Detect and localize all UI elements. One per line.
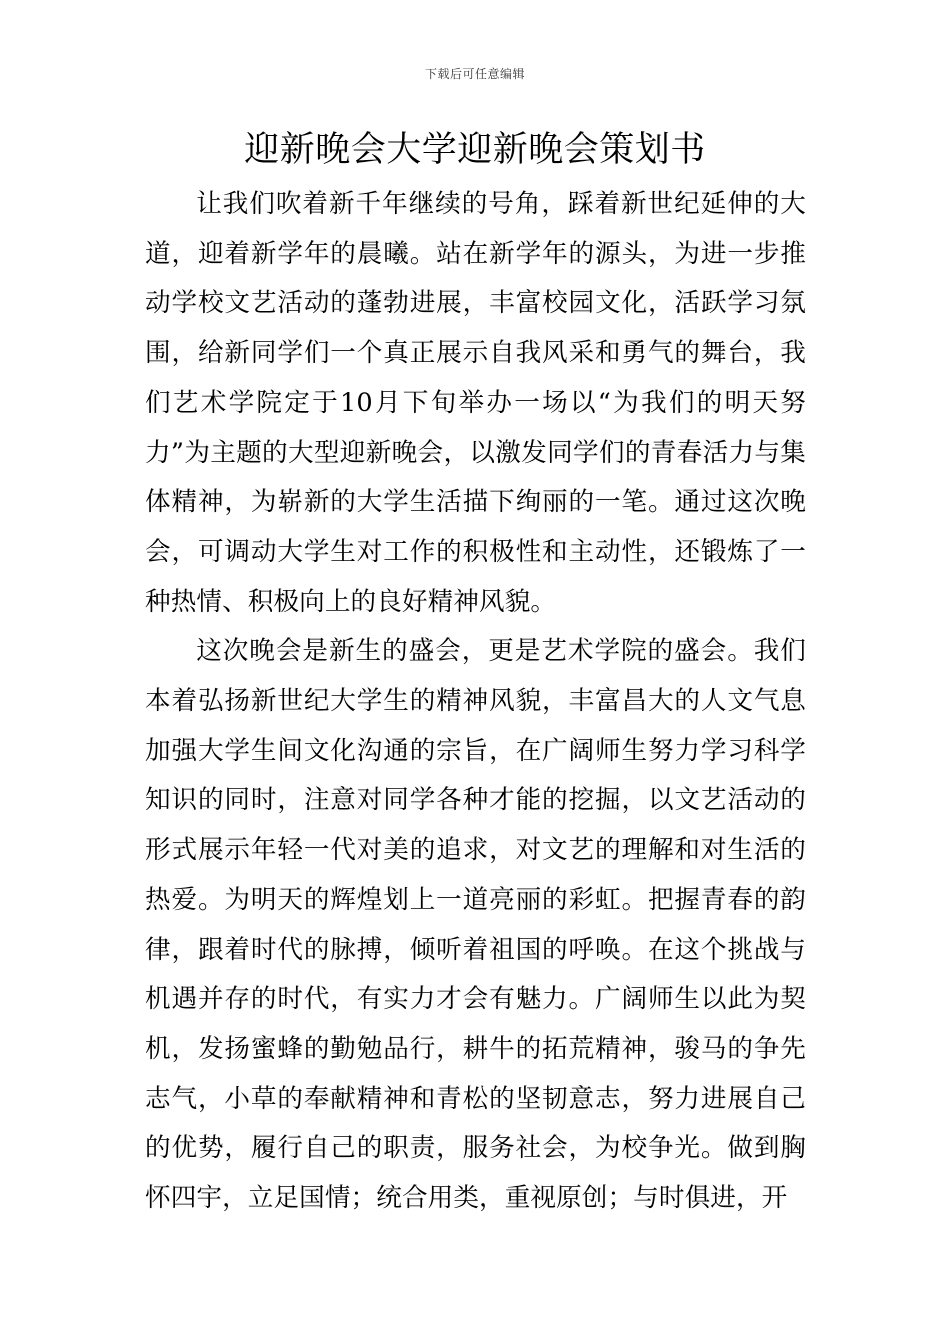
- paragraph-2: 这次晚会是新生的盛会，更是艺术学院的盛会。我们本着弘扬新世纪大学生的精神风貌，丰富昌大的人文气息加强大学生间文化沟通的宗旨，在广阔师生努力学习科学知识的同时，注意对同学各种才能的挖掘，以文艺活动的形式展示年轻一代对美的追求，对文艺的理解和对生活的热爱。为明天的辉煌划上一道亮丽的彩虹。把握青春的韵律，跟着时代的脉搏，倾听着祖国的呼唤。在这个挑战与机遇并存的时代，有实力才会有魅力。广阔师生以此为契机，发扬蜜蜂的勤勉品行，耕牛的拓荒精神，骏马的争先志气，小草的奉献精神和青松的坚韧意志，努力进展自己的优势，履行自己的职责，服务社会，为校争光。做到胸怀四宇，立足国情；统合用类，重视原创；与时俱进，开: [145, 636, 806, 1214]
- paragraph-1: 让我们吹着新千年继续的号角，踩着新世纪延伸的大道，迎着新学年的晨曦。站在新学年的源头，为进一步推动学校文艺活动的蓬勃进展，丰富校园文化，活跃学习氛围，给新同学们一个真正展示自我风采和勇气的舞台，我们艺术学院定于10月下旬举办一场以“为我们的明天努力”为主题的大型迎新晚会，以激发同学们的青春活力与集体精神，为崭新的大学生活描下绚丽的一笔。通过这次晚会，可调动大学生对工作的积极性和主动性，还锻炼了一种热情、积极向上的良好精神风貌。: [145, 189, 806, 617]
- header-note: 下载后可任意编辑: [424, 67, 525, 81]
- document-title: 迎新晚会大学迎新晚会策划书: [244, 130, 706, 170]
- document-body: [145, 180, 806, 1224]
